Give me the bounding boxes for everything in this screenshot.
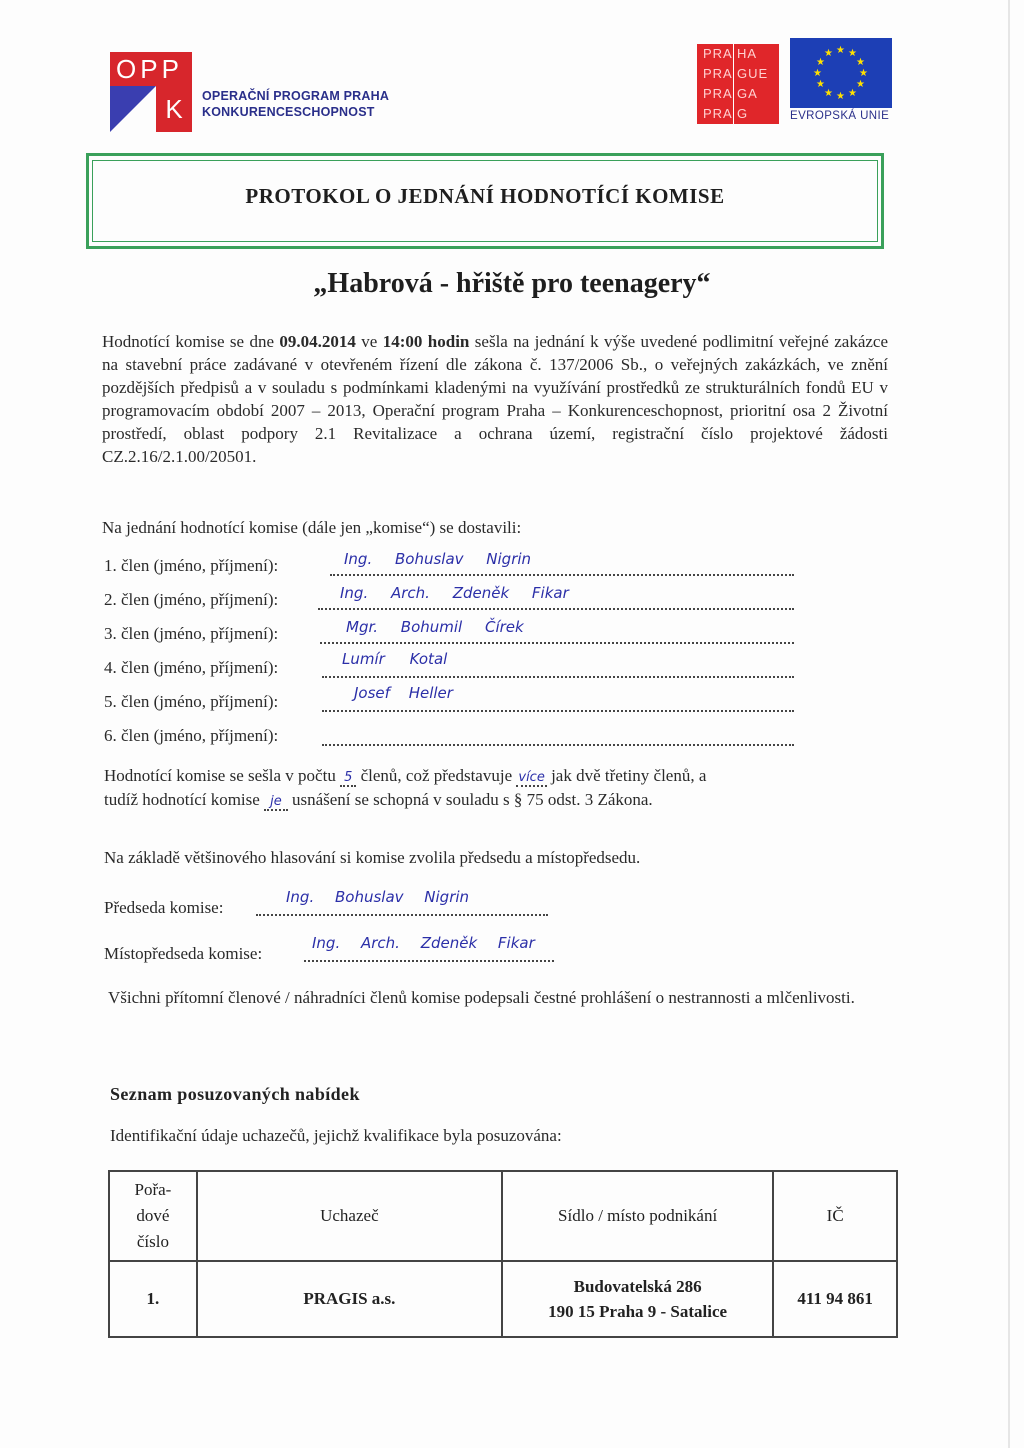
- document-title: PROTOKOL O JEDNÁNÍ HODNOTÍCÍ KOMISE: [245, 184, 725, 208]
- signature-dotted-line: [304, 960, 554, 962]
- declaration-text: Všichni přítomní členové / náhradníci členů komise podepsali čestné prohlášení o nestrannosti a mlčenlivosti.: [108, 988, 855, 1007]
- member-count-handwritten: 5: [340, 770, 356, 787]
- header-ic: IČ: [773, 1171, 897, 1261]
- project-title: „Habrová - hřiště pro teenagery“: [313, 268, 711, 299]
- page-edge: [1008, 0, 1010, 1448]
- eu-star-icon: ★: [824, 48, 833, 59]
- cell-seat: Budovatelská 286 190 15 Praha 9 - Satalice: [502, 1261, 773, 1337]
- eu-star-icon: ★: [836, 45, 845, 56]
- signature-dotted-line: [330, 574, 794, 576]
- member-label: 1. člen (jméno, příjmení):: [104, 556, 279, 575]
- member-line: [104, 726, 278, 746]
- offers-heading: Seznam posuzovaných nabídek: [110, 1084, 360, 1104]
- member-label: 2. člen (jméno, příjmení):: [104, 590, 279, 609]
- eu-star-icon: ★: [856, 57, 865, 68]
- member-label: 3. člen (jméno, příjmení):: [104, 624, 279, 643]
- eu-flag-logo: [790, 38, 892, 108]
- eu-star-icon: ★: [856, 79, 865, 90]
- member-line: [104, 590, 278, 610]
- vice-chair-signature: Ing. Arch. Zdeněk Fikar: [312, 934, 535, 952]
- member-signature: Ing. Arch. Zdeněk Fikar: [340, 584, 569, 602]
- quorum-line-2: tudíž hodnotící komise je usnášení se schopná v souladu s § 75 odst. 3 Zákona.: [104, 790, 653, 809]
- meeting-date: 09.04.2014: [279, 332, 356, 351]
- member-label: 6. člen (jméno, příjmení):: [104, 726, 279, 745]
- table-header-row: [109, 1171, 897, 1261]
- election-text: Na základě většinového hlasování si komise zvolila předsedu a místopředsedu.: [104, 848, 641, 867]
- praha-logo: PRA HA PRA GUE PRA GA PRA G: [697, 44, 779, 124]
- intro-paragraph: Hodnotící komise se dne 09.04.2014 ve 14:00 hodin sešla na jednání k výše uvedené podlimitní veřejné zakázce na stavební práce zadávané v otevřeném řízení dle zákona č. 137/2006 Sb., o veřejných zakázkách, ve znění pozdějších předpisů a v souladu s podmínkami kladenými na využívání prostředků ze strukturálních fondů EU v programovacím období 2007 – 2013, Operační program Praha – Konkurenceschopnost, prioritní osa 2 Životní prostředí, oblast podpory 2.1 Revitalizace a ochrana území, registrační číslo projektové žádosti CZ.2.16/2.1.00/20501.: [102, 332, 889, 466]
- table-row: [109, 1261, 897, 1337]
- eu-star-icon: ★: [859, 68, 868, 79]
- cell-order-number: 1.: [109, 1261, 197, 1337]
- member-signature: Lumír Kotal: [342, 650, 448, 668]
- header-order-number: Pořa- dové číslo: [109, 1171, 197, 1261]
- eu-star-icon: ★: [848, 48, 857, 59]
- vice-chair-label: Místopředseda komise:: [104, 944, 263, 963]
- eu-star-icon: ★: [824, 88, 833, 99]
- signature-dotted-line: [322, 744, 794, 746]
- eu-star-icon: ★: [848, 88, 857, 99]
- eu-star-icon: ★: [836, 91, 845, 102]
- member-label: 5. člen (jméno, příjmení):: [104, 692, 279, 711]
- opp-logo-letters: OPP: [116, 54, 183, 84]
- quorum-handwritten: více: [518, 770, 545, 785]
- member-signature: Josef Heller: [354, 684, 453, 702]
- eu-star-icon: ★: [816, 57, 825, 68]
- member-signature: Mgr. Bohumil Čírek: [346, 618, 524, 636]
- capability-handwritten: je: [264, 794, 288, 811]
- offers-intro: Identifikační údaje uchazečů, jejichž kvalifikace byla posuzována:: [110, 1126, 562, 1145]
- header-bidder: Uchazeč: [197, 1171, 502, 1261]
- meeting-time: 14:00 hodin: [382, 332, 470, 351]
- header-seat: Sídlo / místo podnikání: [502, 1171, 773, 1261]
- member-line: [104, 658, 278, 678]
- member-line: [104, 692, 278, 712]
- member-line: [104, 556, 278, 576]
- signature-dotted-line: [256, 914, 548, 916]
- opp-logo-k: K: [156, 86, 192, 132]
- opp-logo: [110, 52, 192, 132]
- member-signature: Ing. Bohuslav Nigrin: [344, 550, 532, 568]
- attendance-intro: Na jednání hodnotící komise (dále jen „komise“) se dostavili:: [102, 518, 522, 537]
- chair-label: Předseda komise:: [104, 898, 224, 917]
- eu-star-icon: ★: [816, 79, 825, 90]
- signature-dotted-line: [322, 710, 794, 712]
- eu-star-icon: ★: [813, 68, 822, 79]
- member-label: 4. člen (jméno, příjmení):: [104, 658, 279, 677]
- quorum-line-1: Hodnotící komise se sešla v počtu 5 členů, což představuje více jak dvě třetiny členů, a: [104, 766, 707, 785]
- opp-logo-text: OPERAČNÍ PROGRAM PRAHA KONKURENCESCHOPNOST: [202, 89, 390, 119]
- signature-dotted-line: [320, 642, 794, 644]
- cell-bidder: PRAGIS a.s.: [197, 1261, 502, 1337]
- chair-signature: Ing. Bohuslav Nigrin: [286, 888, 470, 906]
- eu-label: EVROPSKÁ UNIE: [790, 110, 890, 122]
- signature-dotted-line: [322, 676, 794, 678]
- offers-table: [108, 1170, 898, 1338]
- member-line: [104, 624, 278, 644]
- signature-dotted-line: [318, 608, 794, 610]
- cell-ic: 411 94 861: [773, 1261, 897, 1337]
